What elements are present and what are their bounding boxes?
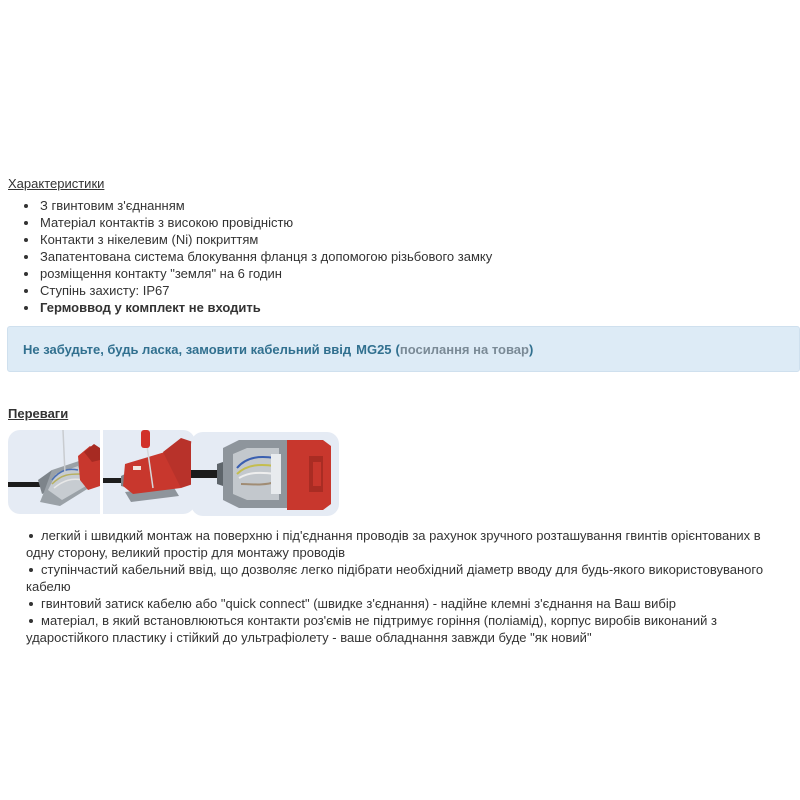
advantage-item (26, 612, 786, 646)
product-code: MG25 (356, 341, 392, 357)
mounting-image-1 (8, 430, 100, 514)
advantage-text: ступінчастий кабельний ввід, що дозволяє легко підібрати необхідний діаметр вводу для будь-якого використовуваного кабелю (26, 562, 764, 594)
link-open-paren: ( (395, 341, 400, 357)
specs-list (20, 197, 492, 316)
bullet-icon (29, 568, 33, 572)
connector-screwdriver-illustration (103, 430, 195, 514)
advantage-item (26, 561, 786, 595)
advantage-item (26, 527, 786, 561)
spec-item: Контакти з нікелевим (Ni) покриттям (20, 231, 492, 248)
advantage-text: гвинтовий затиск кабелю або "quick connect" (швидке з'єднання) - надійне клемні з'єднання на Ваш вибір (41, 596, 676, 611)
spec-item: Ступінь захисту: IP67 (20, 282, 492, 299)
product-link-text[interactable]: посилання на товар (399, 341, 529, 357)
spec-item: розміщення контакту "земля" на 6 годин (20, 265, 492, 282)
bullet-icon (29, 534, 33, 538)
connector-wiring-illustration (8, 430, 100, 514)
spec-item: З гвинтовим з'єднанням (20, 197, 492, 214)
advantages-list (26, 527, 786, 646)
advantages-heading: Переваги (8, 406, 69, 421)
spec-item: Запатентована система блокування фланця з допомогою різьбового замку (20, 248, 492, 265)
advantage-text: матеріал, в який встановлюються контакти роз'ємів не підтримує горіння (поліамід), корпус виробів виконаний з ударостійкого пластику і стійкий до ультрафіолету - ваше обладнання завжди буде "як новий" (26, 613, 717, 645)
mounting-image-3 (191, 432, 339, 516)
mounting-image-2 (103, 430, 195, 514)
bullet-icon (29, 619, 33, 623)
spec-item: Матеріал контактів з високою провідністю (20, 214, 492, 231)
advantage-item (26, 595, 786, 612)
link-close-paren: ) (528, 341, 534, 357)
bullet-icon (29, 602, 33, 606)
open-connector-illustration (191, 432, 339, 516)
specs-heading: Характеристики (8, 176, 105, 191)
spec-item-note: Гермоввод у комплект не входить (20, 299, 492, 316)
notice-text: Не забудьте, будь ласка, замовити кабельний ввід (23, 341, 352, 357)
order-reminder-notice (7, 326, 800, 372)
advantage-text: легкий і швидкий монтаж на поверхню і під'єднання проводів за рахунок зручного розташування гвинтів орієнтованих в одну сторону, великий простір для монтажу проводів (26, 528, 761, 560)
product-link[interactable] (396, 342, 534, 357)
